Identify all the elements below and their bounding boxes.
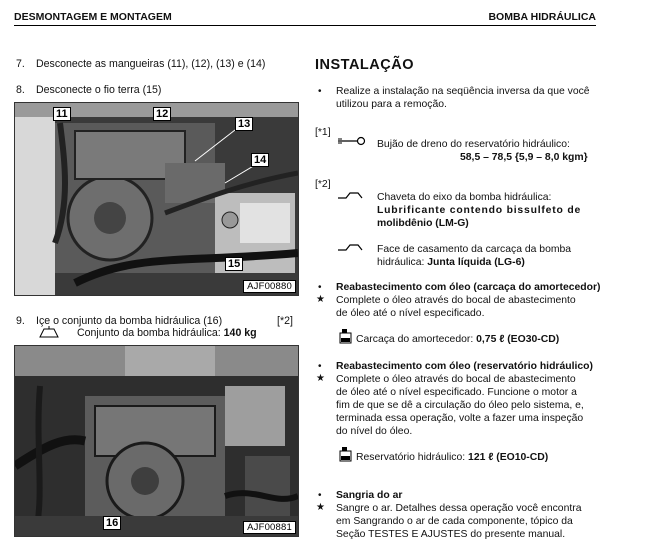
air-line-3: Seção TESTES E AJUSTES do presente manual. bbox=[336, 529, 566, 540]
mating-face-label: Face de casamento da carcaça da bomba bbox=[377, 244, 572, 255]
step-9-number: 9. bbox=[16, 315, 25, 327]
photo-pump-illustration bbox=[15, 346, 298, 536]
step-7-number: 7. bbox=[16, 58, 25, 70]
oil2-line-1: Complete o óleo através do bocal de abastecimento bbox=[336, 374, 576, 385]
torque-wrench-icon bbox=[336, 136, 366, 146]
gasket-icon bbox=[336, 242, 366, 252]
shaft-key-label: Chaveta do eixo da bomba hidráulica: bbox=[377, 192, 552, 203]
step-8-number: 8. bbox=[16, 84, 25, 96]
oil1-line-2: de óleo até o nível especificado. bbox=[336, 308, 485, 319]
air-title: Sangria do ar bbox=[336, 490, 403, 501]
oil2-bullet: • bbox=[318, 361, 322, 372]
step-7-text: Desconecte as mangueiras (11), (12), (13) e (14) bbox=[36, 58, 266, 70]
oil1-bullet: • bbox=[318, 282, 322, 293]
intro-bullet: • bbox=[318, 86, 322, 97]
oil1-star: ★ bbox=[316, 294, 325, 305]
weight-label: Conjunto da bomba hidráulica: bbox=[77, 327, 221, 339]
callout-15: 15 bbox=[225, 257, 243, 271]
air-star: ★ bbox=[316, 502, 325, 513]
shaft-key-lubricant-1: Lubrificante contendo bissulfeto de bbox=[377, 205, 582, 216]
oil1-capacity bbox=[356, 333, 559, 346]
step-9-text: Içe o conjunto da bomba hidráulica (16) bbox=[36, 315, 223, 327]
oil2-line-4: terminada essa operação, volte a fazer uma inspeção bbox=[336, 413, 584, 424]
callout-12: 12 bbox=[153, 107, 171, 121]
mating-face-gasket: Junta líquida (LG-6) bbox=[427, 257, 525, 268]
oil-can-icon bbox=[338, 328, 354, 344]
oil2-line-5: do nível do óleo. bbox=[336, 426, 413, 437]
shaft-key-lubricant-2: molibdênio (LM-G) bbox=[377, 218, 469, 229]
photo-hoses-disconnect bbox=[14, 102, 299, 296]
air-bullet: • bbox=[318, 490, 322, 501]
photo-pump-hoisting bbox=[14, 345, 299, 537]
intro-line-1: Realize a instalação na seqüência inversa da que você bbox=[336, 86, 590, 97]
photo-2-code: AJF00881 bbox=[243, 521, 296, 534]
oil2-star: ★ bbox=[316, 373, 325, 384]
mating-face-label-2: hidráulica: bbox=[377, 257, 428, 268]
mating-face-line bbox=[377, 256, 525, 269]
oil2-line-2: de óleo até o nível especificado. Funcione o motor a bbox=[336, 387, 577, 398]
header-page-topic: BOMBA HIDRÁULICA bbox=[488, 11, 596, 23]
installation-title: INSTALAÇÃO bbox=[315, 57, 414, 73]
air-line-2: em Sangrando o ar de cada componente, tópico da bbox=[336, 516, 573, 527]
callout-13: 13 bbox=[235, 117, 253, 131]
oil-tank-icon bbox=[338, 446, 354, 462]
oil1-capacity-label: Carcaça do amortecedor: bbox=[356, 334, 477, 345]
oil1-title: Reabastecimento com óleo (carcaça do amortecedor) bbox=[336, 282, 601, 293]
oil2-capacity-value: 121 ℓ (EO10-CD) bbox=[468, 452, 549, 463]
step-8-text: Desconecte o fio terra (15) bbox=[36, 84, 162, 96]
step-9-ref: [*2] bbox=[277, 315, 293, 327]
ref-2: [*2] bbox=[315, 179, 331, 190]
oil2-capacity-label: Reservatório hidráulico: bbox=[356, 452, 469, 463]
header-section-title: DESMONTAGEM E MONTAGEM bbox=[14, 11, 172, 23]
oil2-line-3: fim de que se dê a circulação do óleo pelo sistema, e, bbox=[336, 400, 584, 411]
intro-line-2: utilizou para a remoção. bbox=[336, 99, 447, 110]
weight-icon bbox=[34, 326, 64, 338]
callout-11: 11 bbox=[53, 107, 71, 121]
oil1-line-1: Complete o óleo através do bocal de abastecimento bbox=[336, 295, 576, 306]
ref-1: [*1] bbox=[315, 127, 331, 138]
photo-hoses-illustration bbox=[15, 103, 298, 295]
callout-14: 14 bbox=[251, 153, 269, 167]
air-line-1: Sangre o ar. Detalhes dessa operação você encontra bbox=[336, 503, 582, 514]
callout-16: 16 bbox=[103, 516, 121, 530]
photo-1-code: AJF00880 bbox=[243, 280, 296, 293]
oil1-capacity-value: 0,75 ℓ (EO30-CD) bbox=[476, 334, 560, 345]
drain-plug-torque: 58,5 – 78,5 {5,9 – 8,0 kgm} bbox=[460, 152, 588, 163]
drain-plug-label: Bujão de dreno do reservatório hidráulico: bbox=[377, 139, 570, 150]
weight-line bbox=[77, 327, 257, 339]
lubricant-icon bbox=[336, 190, 366, 200]
weight-value: 140 kg bbox=[223, 327, 257, 339]
oil2-title: Reabastecimento com óleo (reservatório hidráulico) bbox=[336, 361, 593, 372]
header-rule bbox=[14, 25, 596, 26]
oil2-capacity bbox=[356, 451, 548, 464]
